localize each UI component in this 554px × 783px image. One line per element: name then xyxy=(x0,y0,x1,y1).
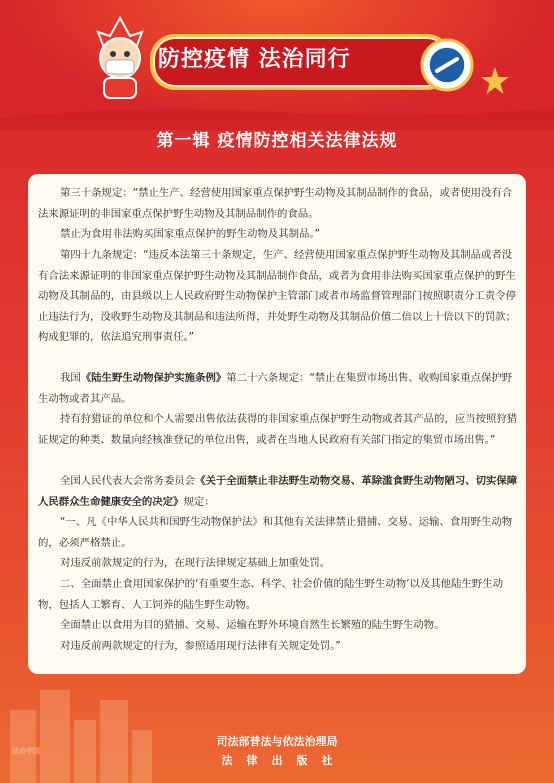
hunting-license-paragraph: 持有狩猎证的单位和个人需要出售依法获得的非国家重点保护野生动物或者其产品的，应当按照狩猎证规定的种类、数量向经核准登记的单位出售，或者在当地人民政府有关部门指定的集贸市场出售。” xyxy=(38,413,518,446)
footer-organization: 司法部普法与依法治理局 xyxy=(216,735,338,748)
decision-prefix: 全国人民代表大会常务委员会 xyxy=(60,475,196,487)
decision-title: 《关于全面禁止非法野生动物交易、革除滥食野生动物陋习、切实保障人民群众生命健康安全的决定》 xyxy=(38,475,518,508)
article-49-paragraph: 第四十九条规定：“违反本法第三十条规定，生产、经营使用国家重点保护野生动物及其制品或者没有合法来源证明的非国家重点保护野生动物及其制品制作食品，或者为食用非法购买国家重点保护的野生动物及其制品的，由县级以上人民政府野生动物保护主管部门或者市场监督管理部门按照职责分工责令停止违法行为，没收野生动物及其制品和违法所得，并处野生动物及其制品价值二倍以上十倍以下的罚款；构成犯罪的，依法追究刑事责任。” xyxy=(38,249,516,343)
logo-text: 法治中国 xyxy=(12,748,40,755)
decision-clause-hunting: 全面禁止以食用为目的猎捕、交易、运输在野外环境自然生长繁殖的陆生野生动物。 xyxy=(60,619,445,631)
article-30-paragraph: 第三十条规定：“禁止生产、经营使用国家重点保护野生动物及其制品制作的食品，或者使用没有合法来源证明的非国家重点保护野生动物及其制品制作的食品。 xyxy=(38,187,513,220)
decision-clause-two: 二、全面禁止食用国家保护的‘有重要生态、科学、社会价值的陆生野生动物’以及其他陆生野生动物，包括人工繁育、人工饲养的陆生野生动物。 xyxy=(38,578,504,611)
mascot-icon xyxy=(84,14,156,100)
article-30-clause-paragraph: 禁止为食用非法购买国家重点保护的野生动物及其制品。” xyxy=(60,228,320,240)
regulation-title: 《陆生野生动物保护实施条例》 xyxy=(80,372,227,384)
decision-clause-final: 对违反前两款规定的行为，参照适用现行法律有关规定处罚。” xyxy=(60,640,341,652)
decision-clause-one: “一、凡《中华人民共和国野生动物保护法》和其他有关法律禁止猎捕、交易、运输、食用野生动物的，必须严格禁止。 xyxy=(38,516,513,549)
star-icon xyxy=(480,66,510,96)
police-emblem-icon xyxy=(420,38,474,92)
footer-publisher: 法律出版社 xyxy=(221,754,347,767)
regulation-prefix: 我国 xyxy=(60,372,81,384)
regulation-text: 第二十六条规定：“禁止在集贸市场出售、收购国家重点保护野生动物或者其产品。 xyxy=(38,372,513,405)
section-title: 第一辑 疫情防控相关法律法规 xyxy=(156,131,398,151)
decision-suffix: 规定： xyxy=(183,495,215,508)
decision-clause-penalty: 对违反前款规定的行为，在现行法律规定基础上加重处罚。 xyxy=(60,557,331,569)
regulation-paragraph xyxy=(38,368,520,409)
decision-paragraph xyxy=(38,471,520,512)
page-headline: 防控疫情 法治同行 xyxy=(158,47,351,72)
